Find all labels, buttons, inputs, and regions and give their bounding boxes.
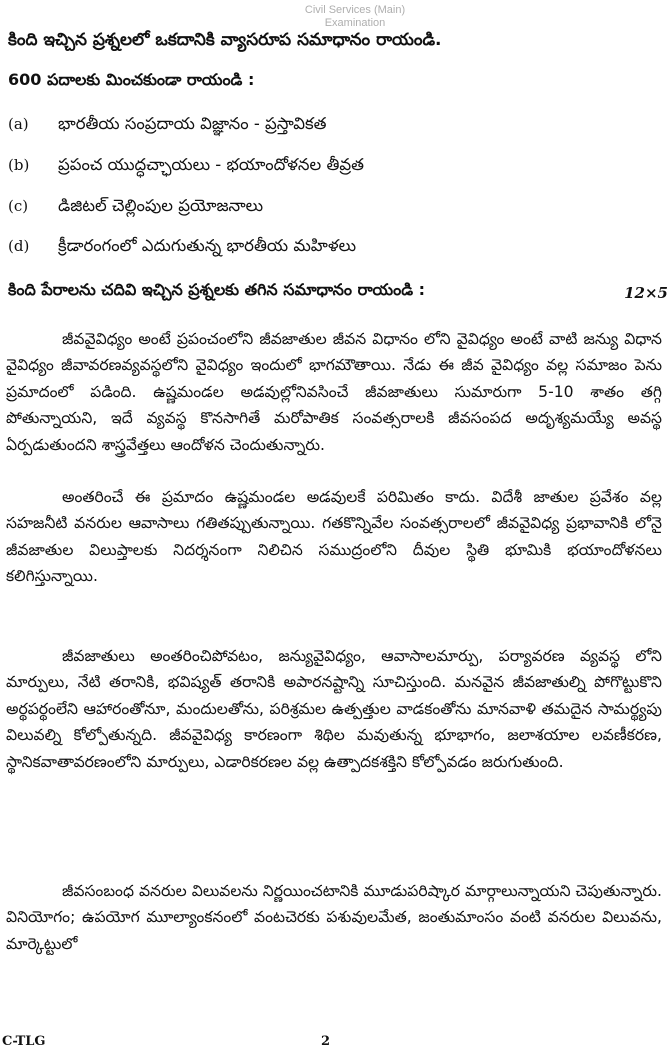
footer-code: C-TLG bbox=[2, 1034, 46, 1049]
option-label: (c) bbox=[8, 197, 29, 215]
watermark-line: Examination bbox=[324, 17, 386, 29]
paragraph: అంతరించే ఈ ప్రమాదం ఉష్ణమండల అడవులకే పరిమితం కాదు. విదేశీ జాతుల ప్రవేశం వల్ల సహజనీటి వనరుల ఆవాసాలు గతితప్పుతున్నాయి. గతకొన్నివేల సంవత్సరాలలో జీవవైవిధ్య ప్రభావానికి లోనై జీవజాతుల విలుప్తాలకు నిదర్శనంగా నిలిచిన సముద్రంలోని దీవుల స్థితి భూమికి భయాందోళనలు కలిగిస్తున్నాయి. bbox=[6, 488, 662, 586]
option-a bbox=[8, 114, 326, 137]
watermark-line: Civil Services (Main) bbox=[304, 4, 406, 16]
option-label: (d) bbox=[8, 237, 30, 255]
page-number: 2 bbox=[321, 1034, 331, 1049]
section-b-instruction: కింది పేరాలను చదివి ఇచ్చిన ప్రశ్నలకు తగిన సమాధానం రాయండి : bbox=[8, 280, 426, 299]
option-text: డిజిటల్ చెల్లింపుల ప్రయోజనాలు bbox=[58, 196, 264, 215]
option-c bbox=[8, 196, 263, 219]
paragraph: జీవసంబంధ వనరుల విలువలను నిర్ణయించటానికి మూడుపరిష్కార మార్గాలున్నాయని చెపుతున్నారు. వినియోగం; ఉపయోగ మూల్యాంకనంలో వంటచెరకు పశువులమేత, జంతుమాంసం వంటి వనరుల విలువను, మార్కెట్టులో bbox=[6, 882, 662, 953]
option-label: (b) bbox=[8, 156, 30, 174]
option-d bbox=[8, 236, 356, 259]
option-text: భారతీయ సంప్రదాయ విజ్ఞానం - ప్రస్తావికత bbox=[58, 114, 327, 133]
watermark bbox=[300, 4, 410, 30]
marks: 12×5 bbox=[624, 284, 668, 302]
paragraph: జీవజాతులు అంతరించిపోవటం, జన్యువైవిధ్యం, ఆవాసాలమార్పు, పర్యావరణ వ్యవస్థ లోని మార్పులు, నేటి తరానికి, భవిష్యత్ తరానికి అపారనష్టాన్ని సూచిస్తుంది. మనవైన జీవజాతుల్ని పోగొట్టుకొని అర్థపర్థంలేని ఆహారంతోనూ, మందులతోను, పరిశ్రమల ఉత్పత్తుల వాడకంతోను మానవాళి తమదైన సామర్థ్యపు విలువల్ని కోల్పోతున్నది. జీవవైవిధ్య కారణంగా శిథిల మవుతున్న భూభాగం, జలాశయాల లవణీకరణ, స్థానికవాతావరణంలోని మార్పులు, ఎడారికరణల వల్ల ఉత్పాదకశక్తిని కోల్పోవడం జరుగుతుంది. bbox=[6, 647, 662, 771]
option-text: ప్రపంచ యుద్ధచ్ఛాయలు - భయాందోళనల తీవ్రత bbox=[58, 155, 364, 174]
section-a-instruction: కింది ఇచ్చిన ప్రశ్నలలో ఒకదానికి వ్యాసరూప సమాధానం రాయండి. bbox=[8, 30, 442, 50]
option-text: క్రీడారంగంలో ఎదుగుతున్న భారతీయ మహిళలు bbox=[58, 236, 357, 255]
option-label: (a) bbox=[8, 115, 29, 133]
option-b bbox=[8, 155, 364, 178]
word-limit: 600 పదాలకు మించకుండా రాయండి : bbox=[8, 70, 255, 89]
paragraph: జీవవైవిధ్యం అంటే ప్రపంచంలోని జీవజాతుల జీవన విధానం లోని వైవిధ్యం అంటే వాటి జన్యు విధాన వైవిధ్యం జీవావరణవ్యవస్థలోని వైవిధ్యం ఇందులో భాగమౌతాయి. నేడు ఈ జీవ వైవిధ్యం వల్ల సమాజం పెను ప్రమాదంలో పడింది. ఉష్ణమండల అడవుల్లోనివసించే జీవజాతులు సుమారుగా 5-10 శాతం తగ్గి పోతున్నాయని, ఇదే వ్యవస్థ కొనసాగితే మరోపాతిక సంవత్సరాలకి జీవసంపద అదృశ్యమయ్యే అవస్థ ఏర్పడుతుందని శాస్త్రవేత్తలు ఆందోళన చెందుతున్నారు. bbox=[6, 330, 662, 454]
